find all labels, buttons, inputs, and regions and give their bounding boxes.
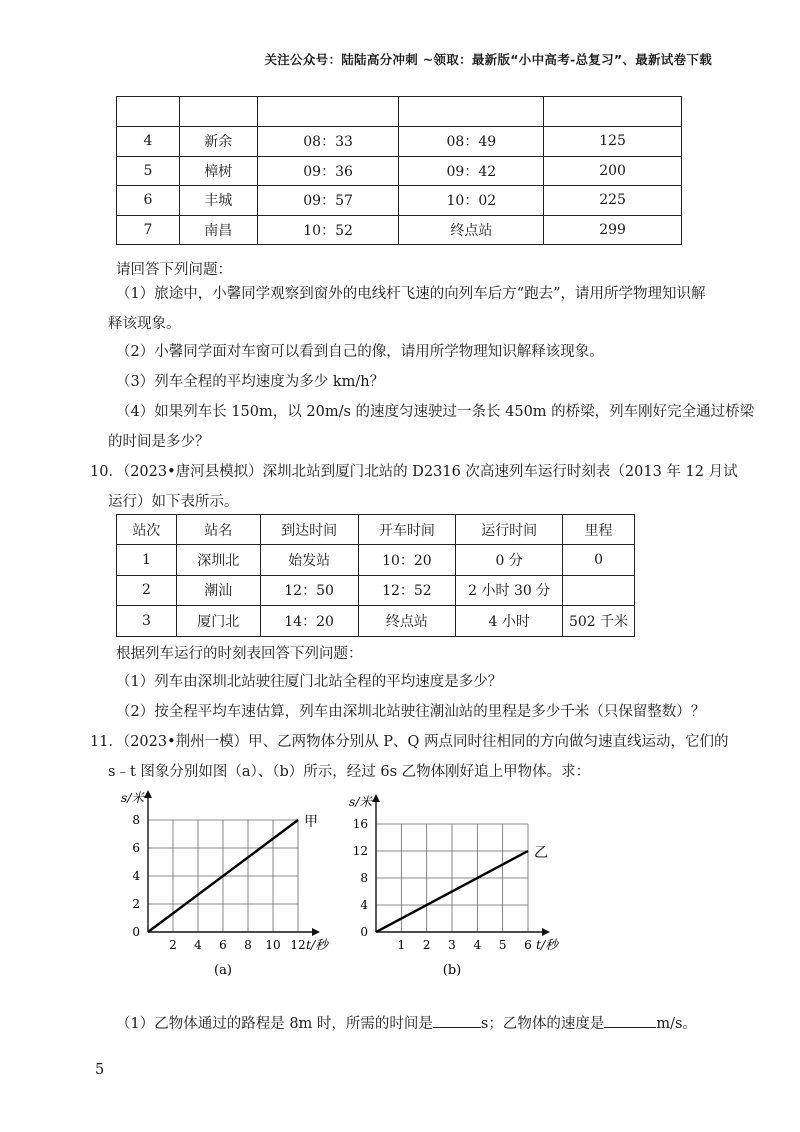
table-row [117,156,682,186]
q9-part4-line2: 的时间是多少？ [108,434,210,450]
table-cell: 10：20 [358,545,456,576]
d2316-timetable [116,514,635,637]
table-cell: 10：02 [399,186,544,216]
table-row [117,575,635,606]
table-row [117,215,682,245]
table-cell: 10：52 [257,215,399,245]
table-cell: 始发站 [260,545,358,576]
table-header-cell: 里程 [563,515,635,545]
table-cell: 502 千米 [563,606,635,637]
table-cell: 潮汕 [176,575,260,606]
chart-caption: (a) [214,963,232,978]
q11-part1-mid: s；乙物体的速度是 [480,1016,605,1032]
q10-part2: （2）按全程平均车速估算，列车由深圳北站驶往潮汕站的里程是多少千米（只保留整数）？ [116,704,706,720]
y-tick-label: 16 [352,817,368,831]
table-row [117,606,635,637]
q10-part1: （1）列车由深圳北站驶往厦门北站全程的平均速度是多少？ [116,674,503,690]
x-tick-label: 4 [473,938,482,952]
table-cell: 7 [117,215,180,245]
q9-part2: （2）小馨同学面对车窗可以看到自己的像，请用所学物理知识解释该现象。 [116,344,604,360]
y-axis-arrow [144,790,152,798]
table-cell: 新余 [179,127,257,157]
table-cell: 丰城 [179,186,257,216]
x-axis-arrow [542,928,550,936]
table-cell: 厦门北 [176,606,260,637]
x-tick-label: 2 [422,938,431,952]
q9-part4-line1: （4）如果列车长 150m，以 20m/s 的速度匀速驶过一条长 450m 的桥梁，列车刚好完全通过桥梁 [116,404,755,420]
q11-part1-suffix: m/s。 [656,1016,697,1032]
series-label: 甲 [304,814,318,830]
table-cell: 0 [563,545,635,576]
table-header-cell: 运行时间 [456,515,563,545]
q10-stem-line1: 10．（2023•唐河县模拟）深圳北站到厦门北站的 D2316 次高速列车运行时刻表（2013 年 12 月试 [90,464,738,480]
x-tick-label: 2 [169,938,177,952]
x-axis-label: t/秒 [536,937,558,952]
table-row [117,545,635,576]
x-tick-label: 12 [290,938,306,952]
table-header-cell: 站名 [176,515,260,545]
y-tick-label: 0 [360,925,368,939]
table-cell: 09：57 [257,186,399,216]
table-cell: 5 [117,156,180,186]
chart-a [108,788,348,980]
y-axis-arrow [372,794,380,802]
y-axis-label: s/米 [348,794,372,809]
x-tick-label: 8 [244,938,252,952]
y-tick-label: 8 [132,813,140,827]
table-cell: 6 [117,186,180,216]
q11-part1-prefix: （1）乙物体通过的路程是 8m 时，所需的时间是 [116,1016,433,1032]
q11-part1 [116,1012,697,1033]
q11-stem-line2: s﹣t 图象分别如图（a）、（b）所示，经过 6s 乙物体刚好追上甲物体。求： [108,764,591,780]
table-cell: 深圳北 [176,545,260,576]
table-cell: 14：20 [260,606,358,637]
table-cell: 12：52 [358,575,456,606]
chart-caption: (b) [442,963,462,978]
table-cell: 125 [544,127,682,157]
q10-after: 根据列车运行的时刻表回答下列问题： [116,646,363,662]
q9-part1-line1: （1）旅途中，小馨同学观察到窗外的电线杆飞速的向列车后方“跑去”，请用所学物理知识解 [116,286,706,302]
x-tick-label: 3 [448,938,456,952]
x-tick-label: 6 [219,938,227,952]
y-tick-label: 0 [132,925,140,939]
table-cell: 樟树 [179,156,257,186]
table-cell: 3 [117,606,177,637]
table-cell: 08：49 [399,127,544,157]
table-cell: 12：50 [260,575,358,606]
y-axis-label: s/米 [120,790,144,805]
table-cell: 09：36 [257,156,399,186]
y-tick-label: 4 [360,898,368,912]
y-tick-label: 6 [132,841,140,855]
table-cell: 终点站 [399,215,544,245]
y-tick-label: 12 [352,844,368,858]
q9-part1-line2: 释该现象。 [108,316,181,332]
table-cell: 200 [544,156,682,186]
table-cell: 2 小时 30 分 [456,575,563,606]
table-row [117,127,682,157]
series-label: 乙 [534,845,548,861]
table-cell: 1 [117,545,177,576]
table-cell: 终点站 [358,606,456,637]
q9-part3: （3）列车全程的平均速度为多少 km/h？ [116,374,385,390]
table-cell: 4 [117,127,180,157]
timetable-continued [116,96,682,245]
table-header-cell: 到达时间 [260,515,358,545]
table-header-row [117,515,635,545]
table-row [117,186,682,216]
table-cell: 南昌 [179,215,257,245]
table-cell: 0 分 [456,545,563,576]
table-cell: 4 小时 [456,606,563,637]
answer-blank-speed[interactable] [604,1013,656,1028]
y-tick-label: 8 [360,871,368,885]
x-tick-label: 1 [397,938,406,952]
page-header: 关注公众号：陆陆高分冲刺 ~领取：最新版“小中高考-总复习”、最新试卷下载 [264,52,712,67]
table-cell: 08：33 [257,127,399,157]
q9-intro: 请回答下列问题： [116,262,232,278]
x-tick-label: 6 [524,938,532,952]
chart-b [338,788,578,980]
table-cell: 225 [544,186,682,216]
table-row [117,97,682,127]
table-header-cell: 站次 [117,515,177,545]
table-cell [563,575,635,606]
page-number: 5 [95,1062,105,1078]
q10-stem-line2: 运行）如下表所示。 [108,494,239,510]
y-tick-label: 4 [132,869,140,883]
answer-blank-time[interactable] [433,1013,481,1028]
x-tick-label: 5 [498,938,507,952]
table-header-cell: 开车时间 [358,515,456,545]
x-tick-label: 10 [265,938,281,952]
table-cell: 2 [117,575,177,606]
x-axis-label: t/秒 [306,937,328,952]
table-cell: 09：42 [399,156,544,186]
y-tick-label: 2 [132,897,140,911]
x-tick-label: 4 [194,938,202,952]
x-axis-arrow [312,928,320,936]
q11-stem-line1: 11．（2023•荆州一模）甲、乙两物体分别从 P、Q 两点同时往相同的方向做匀速直线运动，它们的 [90,734,729,750]
table-cell: 299 [544,215,682,245]
